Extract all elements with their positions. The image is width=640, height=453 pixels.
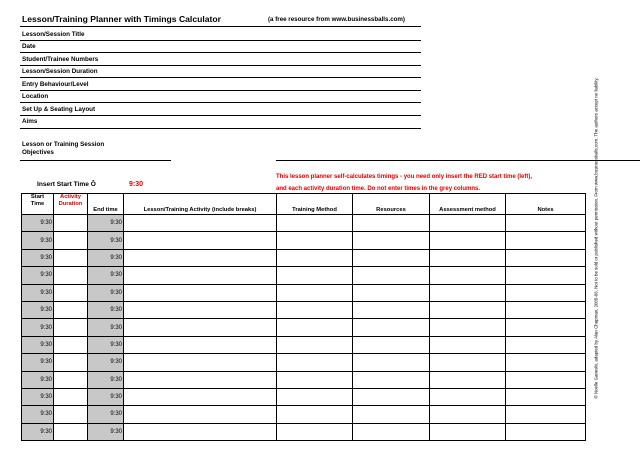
cell-training-method[interactable] [277,388,353,405]
cell-start-time: 9:30 [22,406,54,423]
cell-end-time: 9:30 [88,336,124,353]
table-row [22,388,586,405]
field-label-numbers: Student/Trainee Numbers [22,56,99,63]
instructions-line2: and each activity duration time. Do not enter times in the grey columns. [276,185,481,192]
table-row [22,249,586,266]
cell-end-time: 9:30 [88,284,124,301]
table-header-row [22,194,586,215]
cell-activity[interactable] [124,232,277,249]
objectives-label [22,141,104,157]
cell-assessment-method[interactable] [430,249,506,266]
table-row [22,319,586,336]
cell-training-method[interactable] [277,232,353,249]
credit-text: © Noelle Ganeshi, adapted by Alan Chapman, 2005-06. Not to be sold or published without permission. From www.businessballs.com. The authors accept no liability. [593,76,599,399]
cell-activity-duration[interactable] [54,423,88,440]
cell-assessment-method[interactable] [430,319,506,336]
cell-end-time: 9:30 [88,267,124,284]
objectives-label-line2: Objectives [22,149,54,156]
cell-training-method[interactable] [277,215,353,232]
cell-training-method[interactable] [277,267,353,284]
objectives-line-left[interactable] [20,160,171,161]
col-activity-duration-line1: Activity [60,194,81,200]
cell-assessment-method[interactable] [430,423,506,440]
col-start-time-line2: Time [30,201,45,207]
field-line-aims[interactable] [20,128,421,129]
field-line-entry-level[interactable] [20,90,421,91]
instructions-note [276,172,532,195]
cell-end-time: 9:30 [88,301,124,318]
cell-training-method[interactable] [277,406,353,423]
title-underline [20,26,421,27]
cell-activity[interactable] [124,336,277,353]
col-start-time-line1: Start [30,194,45,200]
cell-activity-duration[interactable] [54,388,88,405]
cell-assessment-method[interactable] [430,215,506,232]
field-label-duration: Lesson/Session Duration [22,68,98,75]
table-row [22,215,586,232]
cell-activity[interactable] [124,406,277,423]
cell-resources[interactable] [353,319,430,336]
cell-resources[interactable] [353,232,430,249]
cell-end-time: 9:30 [88,388,124,405]
table-row [22,423,586,440]
cell-activity[interactable] [124,371,277,388]
cell-start-time: 9:30 [22,267,54,284]
page-title: Lesson/Training Planner with Timings Calculator [22,14,221,24]
cell-resources[interactable] [353,249,430,266]
table-row [22,336,586,353]
col-start-time [22,194,54,215]
cell-end-time: 9:30 [88,249,124,266]
cell-activity[interactable] [124,284,277,301]
cell-end-time: 9:30 [88,319,124,336]
cell-notes[interactable] [506,232,586,249]
cell-assessment-method[interactable] [430,336,506,353]
cell-resources[interactable] [353,267,430,284]
field-label-location: Location [22,93,49,100]
cell-assessment-method[interactable] [430,388,506,405]
field-line-title[interactable] [20,40,421,41]
table-row [22,371,586,388]
cell-activity-duration[interactable] [54,336,88,353]
cell-resources[interactable] [353,336,430,353]
start-time-input[interactable]: 9:30 [129,181,144,188]
cell-start-time: 9:30 [22,388,54,405]
cell-start-time: 9:30 [22,336,54,353]
cell-end-time: 9:30 [88,354,124,371]
cell-activity-duration[interactable] [54,249,88,266]
col-activity-duration [54,194,88,215]
cell-start-time: 9:30 [22,423,54,440]
col-assessment-method: Assessment method [430,194,506,215]
cell-activity[interactable] [124,388,277,405]
cell-activity[interactable] [124,267,277,284]
cell-training-method[interactable] [277,249,353,266]
cell-resources[interactable] [353,284,430,301]
cell-assessment-method[interactable] [430,284,506,301]
cell-activity[interactable] [124,301,277,318]
cell-activity-duration[interactable] [54,215,88,232]
cell-activity-duration[interactable] [54,371,88,388]
planner-body [22,215,586,441]
col-training-method: Training Method [277,194,353,215]
cell-start-time: 9:30 [22,284,54,301]
cell-notes[interactable] [506,319,586,336]
table-row [22,284,586,301]
table-row [22,232,586,249]
cell-start-time: 9:30 [22,371,54,388]
cell-notes[interactable] [506,336,586,353]
cell-resources[interactable] [353,354,430,371]
cell-activity-duration[interactable] [54,319,88,336]
cell-resources[interactable] [353,371,430,388]
credit-strip [591,40,601,435]
col-end-time: End time [88,194,124,215]
planner-table [21,193,586,441]
cell-end-time: 9:30 [88,215,124,232]
cell-activity-duration[interactable] [54,301,88,318]
cell-start-time: 9:30 [22,354,54,371]
cell-notes[interactable] [506,388,586,405]
col-resources: Resources [353,194,430,215]
cell-notes[interactable] [506,249,586,266]
start-time-label: Insert Start Time Ô [37,181,96,188]
field-label-aims: Aims [22,118,38,125]
table-row [22,267,586,284]
cell-start-time: 9:30 [22,232,54,249]
cell-activity-duration[interactable] [54,267,88,284]
cell-assessment-method[interactable] [430,232,506,249]
field-line-duration[interactable] [20,77,421,78]
col-notes: Notes [506,194,586,215]
cell-training-method[interactable] [277,284,353,301]
cell-notes[interactable] [506,215,586,232]
cell-assessment-method[interactable] [430,406,506,423]
table-row [22,301,586,318]
cell-end-time: 9:30 [88,371,124,388]
field-line-numbers[interactable] [20,65,421,66]
cell-notes[interactable] [506,354,586,371]
cell-resources[interactable] [353,388,430,405]
cell-notes[interactable] [506,406,586,423]
cell-notes[interactable] [506,284,586,301]
cell-activity[interactable] [124,215,277,232]
objectives-label-line1: Lesson or Training Session [22,141,105,148]
cell-end-time: 9:30 [88,232,124,249]
cell-end-time: 9:30 [88,423,124,440]
cell-activity-duration[interactable] [54,232,88,249]
table-row [22,406,586,423]
field-label-date: Date [22,43,36,50]
cell-activity-duration[interactable] [54,284,88,301]
cell-resources[interactable] [353,406,430,423]
field-label-title: Lesson/Session Title [22,31,85,38]
cell-start-time: 9:30 [22,249,54,266]
cell-notes[interactable] [506,301,586,318]
cell-start-time: 9:30 [22,215,54,232]
cell-end-time: 9:30 [88,406,124,423]
objectives-line-right[interactable] [276,160,640,161]
col-activity: Lesson/Training Activity (include breaks) [124,194,277,215]
cell-training-method[interactable] [277,371,353,388]
cell-notes[interactable] [506,267,586,284]
cell-training-method[interactable] [277,301,353,318]
col-activity-duration-line2: Duration [58,201,83,207]
cell-activity-duration[interactable] [54,406,88,423]
cell-assessment-method[interactable] [430,354,506,371]
cell-resources[interactable] [353,215,430,232]
cell-training-method[interactable] [277,354,353,371]
cell-start-time: 9:30 [22,301,54,318]
field-line-date[interactable] [20,52,421,53]
cell-activity-duration[interactable] [54,354,88,371]
cell-assessment-method[interactable] [430,267,506,284]
cell-training-method[interactable] [277,319,353,336]
field-label-entry-level: Entry Behaviour/Level [22,81,89,88]
cell-notes[interactable] [506,371,586,388]
cell-training-method[interactable] [277,336,353,353]
cell-activity[interactable] [124,249,277,266]
field-line-setup[interactable] [20,115,421,116]
cell-activity[interactable] [124,354,277,371]
field-label-setup: Set Up & Seating Layout [22,106,96,113]
cell-training-method[interactable] [277,423,353,440]
table-row [22,354,586,371]
cell-activity[interactable] [124,319,277,336]
field-line-location[interactable] [20,102,421,103]
page-subtitle: (a free resource from www.businessballs.com) [268,16,405,23]
cell-assessment-method[interactable] [430,301,506,318]
cell-notes[interactable] [506,423,586,440]
cell-start-time: 9:30 [22,319,54,336]
cell-activity[interactable] [124,423,277,440]
cell-resources[interactable] [353,423,430,440]
instructions-line1: This lesson planner self-calculates timings - you need only insert the RED start time (left), [276,174,533,180]
cell-resources[interactable] [353,301,430,318]
cell-assessment-method[interactable] [430,371,506,388]
